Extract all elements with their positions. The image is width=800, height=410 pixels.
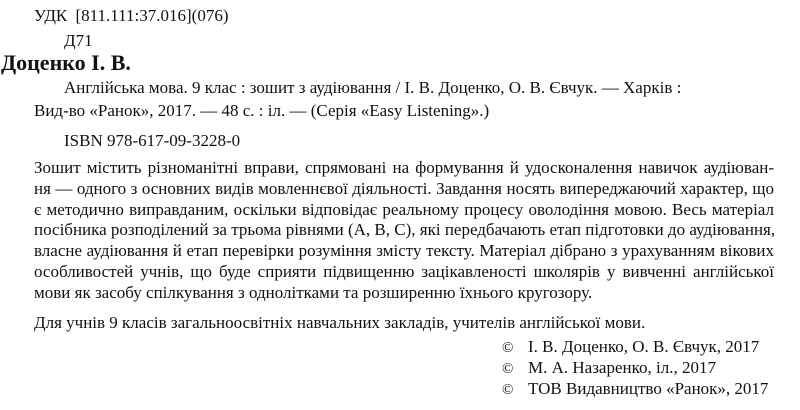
abstract-line: посібника розподілений за трьома рівнями (A, B, C), які передбачають етап підготовки до аудіювання, bbox=[34, 220, 776, 240]
abstract-line: мови як засобу спілкування з однолітками та розширенню їхнього кругозору. bbox=[34, 282, 593, 302]
copyright-symbol: © bbox=[502, 382, 514, 398]
copyright-row bbox=[502, 336, 768, 357]
copyright-row bbox=[502, 378, 768, 399]
bibliographic-description-line-2: Вид-во «Ранок», 2017. — 48 с. : іл. — (Серія «Easy Listening».) bbox=[34, 101, 490, 120]
abstract-line: Зошит містить різноманітні вправи, спрямовані на формування й удосконалення навичок аудіюван- bbox=[34, 158, 774, 177]
copyright-block bbox=[502, 336, 768, 399]
copyright-symbol: © bbox=[502, 361, 514, 377]
copyright-symbol: © bbox=[502, 340, 514, 356]
udk-classification: УДК [811.111:37.016](076) bbox=[34, 6, 229, 25]
copyright-holder: І. В. Доценко, О. В. Євчук, 2017 bbox=[528, 337, 760, 356]
abstract-line: власне аудіювання й етап перевірки розуміння змісту тексту. Матеріал дібрано з урахуванням вікових bbox=[34, 241, 774, 261]
abstract-line: є методично виправданим, оскільки відповідає реальному процесу оволодіння мовою. Весь матеріал bbox=[34, 199, 774, 219]
copyright-holder: М. А. Назаренко, іл., 2017 bbox=[528, 358, 716, 377]
abstract-line: особливостей учнів, що буде сприяти підвищенню зацікавленості школярів у вивченні англійської bbox=[34, 261, 774, 281]
author-heading: Доценко І. В. bbox=[1, 50, 131, 75]
copyright-row bbox=[502, 357, 768, 378]
copyright-holder: ТОВ Видавництво «Ранок», 2017 bbox=[528, 379, 769, 398]
abstract-line: ня — одного з основних видів мовленнєвої діяльності. Завдання носять випереджаючий характер, що bbox=[34, 178, 774, 198]
abstract-paragraph bbox=[34, 158, 774, 304]
target-audience: Для учнів 9 класів загальноосвітніх навчальних закладів, учителів англійської мови. bbox=[34, 313, 646, 332]
author-code: Д71 bbox=[64, 31, 93, 50]
bibliographic-description-line-1: Англійська мова. 9 клас : зошит з аудіювання / І. В. Доценко, О. В. Євчук. — Харків : bbox=[64, 78, 682, 97]
isbn-number: ISBN 978-617-09-3228-0 bbox=[64, 131, 241, 150]
